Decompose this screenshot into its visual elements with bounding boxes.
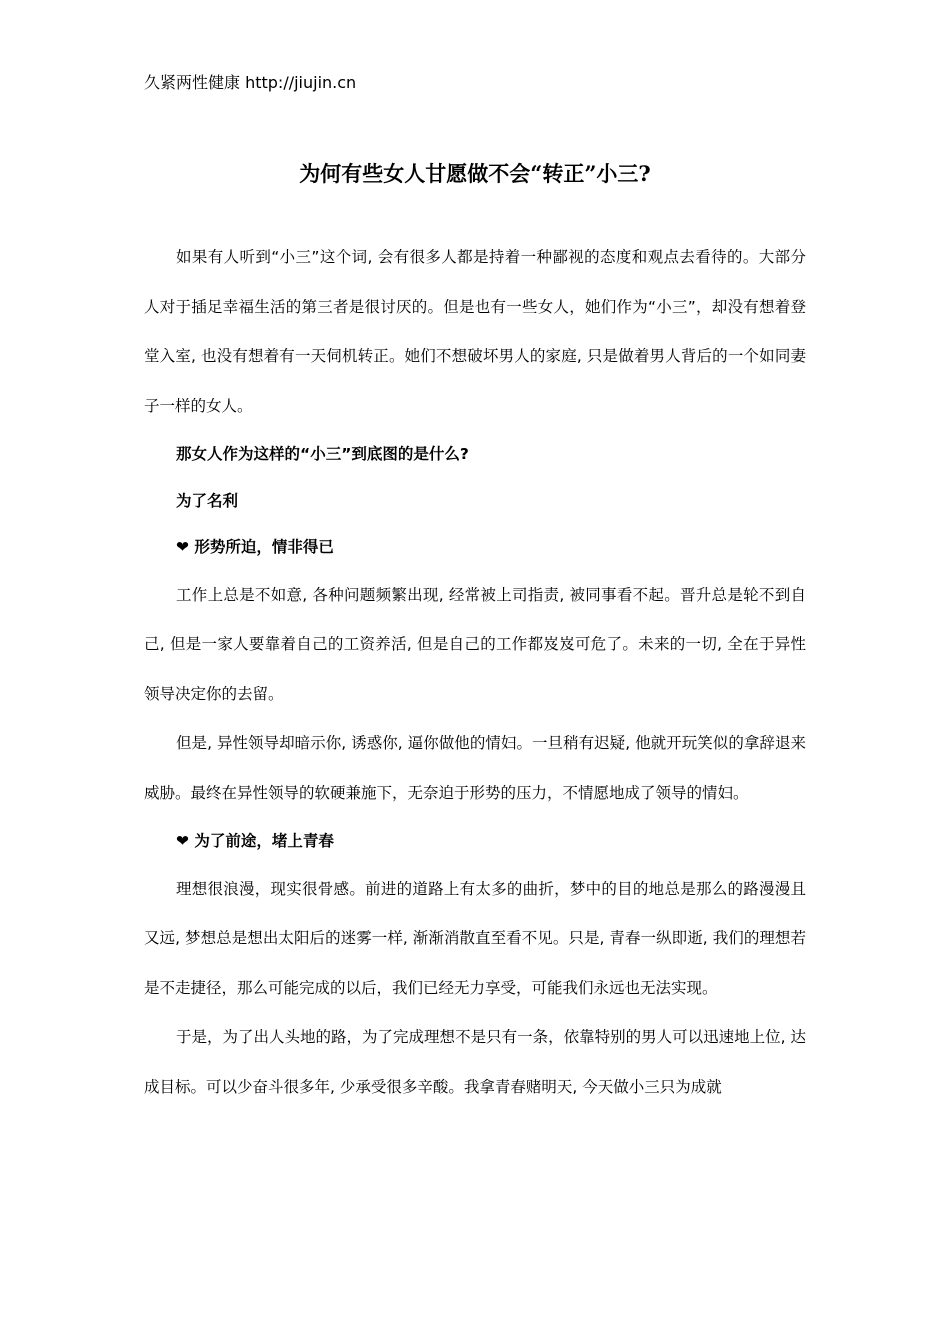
subheading-future: ❤ 为了前途，堵上青春 xyxy=(176,832,334,850)
document-title: 为何有些女人甘愿做不会“转正”小三? xyxy=(299,161,651,186)
paragraph-shortcut: 于是，为了出人头地的路，为了完成理想不是只有一条，依靠特别的男人可以迅速地上位, 达成目标。可以少奋斗很多年, 少承受很多辛酸。我拿青春赌明天, 今天做小三只为成就 xyxy=(144,1028,806,1096)
paragraph-leader: 但是, 异性领导却暗示你, 诱惑你, 逼你做他的情妇。一旦稍有迟疑, 他就开玩笑似的拿辞退来威胁。最终在异性领导的软硬兼施下，无奈迫于形势的压力，不情愿地成了领导的情妇。 xyxy=(144,734,806,802)
paragraph-ideal: 理想很浪漫，现实很骨感。前进的道路上有太多的曲折，梦中的目的地总是那么的路漫漫且又远, 梦想总是想出太阳后的迷雾一样, 渐渐消散直至看不见。只是, 青春一纵即逝, 我们的理想若是不走捷径，那么可能完成的以后，我们已经无力享受，可能我们永远也无法实现。 xyxy=(144,879,806,997)
question-heading: 那女人作为这样的“小三”到底图的是什么? xyxy=(176,445,469,463)
document-body xyxy=(144,233,806,1112)
section-heading-fame: 为了名利 xyxy=(176,491,239,510)
document-header: 久紧两性健康 http://jiujin.cn xyxy=(144,73,357,92)
subheading-circumstance: ❤ 形势所迫，情非得已 xyxy=(176,538,334,556)
paragraph-intro: 如果有人听到“小三”这个词, 会有很多人都是持着一种鄙视的态度和观点去看待的。大部分人对于插足幸福生活的第三者是很讨厌的。但是也有一些女人，她们作为“小三”，却没有想着登堂入室, 也没有想着有一天伺机转正。她们不想破坏男人的家庭, 只是做着男人背后的一个如同妻子一样的女人。 xyxy=(144,248,806,415)
paragraph-work: 工作上总是不如意, 各种问题频繁出现, 经常被上司指责, 被同事看不起。晋升总是轮不到自己, 但是一家人要靠着自己的工资养活, 但是自己的工作都岌岌可危了。未来的一切, 全在于异性领导决定你的去留。 xyxy=(144,585,806,703)
